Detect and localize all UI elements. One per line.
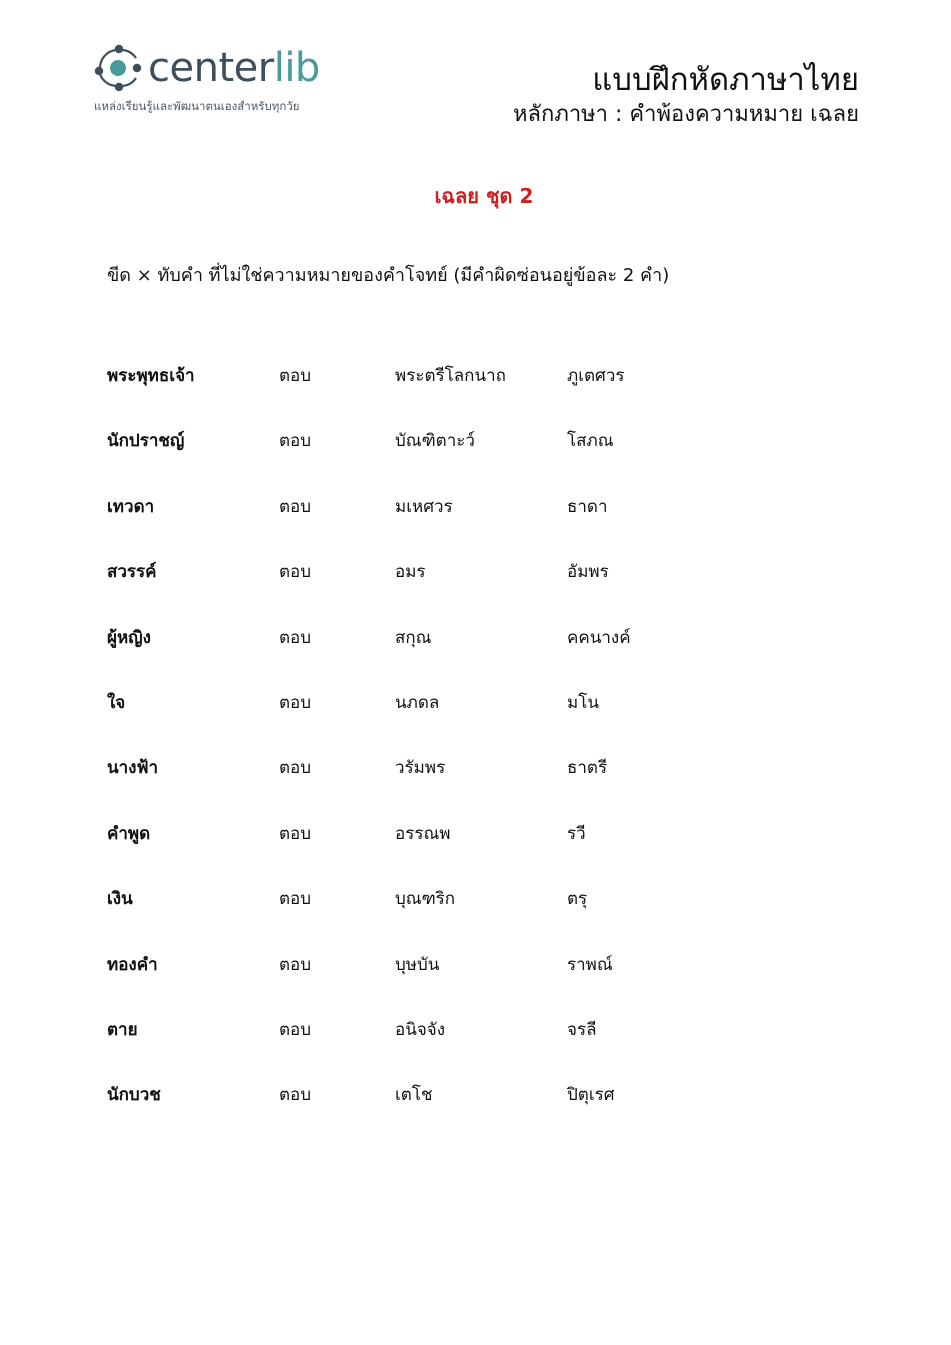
- option-word: เตโช: [395, 1085, 433, 1106]
- molecule-logo-icon: [92, 42, 146, 96]
- brand-name-main: center: [148, 45, 274, 91]
- answer-label: ตอบ: [279, 823, 312, 844]
- answer-label: ตอบ: [279, 562, 312, 583]
- brand-tagline: แหล่งเรียนรู้และพัฒนาตนเองสำหรับทุกวัย: [94, 99, 300, 113]
- answer-label: ตอบ: [279, 889, 312, 910]
- question-word: เงิน: [107, 889, 133, 910]
- exercise-row: [107, 820, 867, 885]
- question-word: พระพุทธเจ้า: [107, 366, 195, 386]
- worksheet-subtitle: หลักภาษา : คำพ้องความหมาย เฉลย: [513, 102, 859, 127]
- exercise-row: [107, 493, 867, 558]
- worksheet-title: แบบฝึกหัดภาษาไทย: [592, 62, 859, 98]
- brand-logo: [92, 42, 342, 117]
- option-word: ราพณ์: [567, 954, 613, 975]
- option-word: มเหศวร: [395, 496, 453, 517]
- question-word: ใจ: [107, 692, 126, 713]
- option-word: รวี: [567, 823, 586, 844]
- option-word: วรัมพร: [395, 758, 446, 779]
- option-word: จรลี: [567, 1019, 597, 1040]
- answer-label: ตอบ: [279, 758, 312, 779]
- answer-set-heading: เฉลย ชุด 2: [434, 184, 534, 208]
- exercise-row: [107, 624, 867, 689]
- answer-label: ตอบ: [279, 366, 312, 386]
- brand-name-accent: lib: [273, 45, 320, 91]
- exercise-row: [107, 427, 867, 492]
- brand-name: [148, 44, 320, 92]
- option-word: บุษบัน: [395, 954, 440, 975]
- exercise-row: [107, 754, 867, 819]
- answer-label: ตอบ: [279, 1019, 312, 1040]
- question-word: คำพูด: [107, 823, 151, 844]
- answer-label: ตอบ: [279, 692, 312, 713]
- question-word: สวรรค์: [107, 562, 157, 583]
- exercise-row: [107, 1016, 867, 1081]
- answer-label: ตอบ: [279, 627, 312, 648]
- option-word: โสภณ: [567, 431, 614, 452]
- exercise-row: [107, 885, 867, 950]
- option-word: อมร: [395, 562, 426, 583]
- exercise-row: [107, 1081, 867, 1146]
- option-word: ธาดา: [567, 496, 608, 517]
- exercise-row: [107, 362, 867, 427]
- question-word: ทองคำ: [107, 954, 158, 975]
- question-word: ตาย: [107, 1019, 138, 1040]
- answer-label: ตอบ: [279, 431, 312, 452]
- exercise-row: [107, 689, 867, 754]
- answer-label: ตอบ: [279, 1085, 312, 1106]
- option-word: คคนางค์: [567, 627, 631, 648]
- question-word: นักบวช: [107, 1085, 161, 1106]
- option-word: พระตรีโลกนาถ: [395, 366, 506, 386]
- option-word: อนิจจัง: [395, 1019, 446, 1040]
- option-word: อรรณพ: [395, 823, 451, 844]
- exercise-row: [107, 558, 867, 623]
- option-word: ภูเตศวร: [567, 366, 625, 386]
- answer-label: ตอบ: [279, 954, 312, 975]
- option-word: นภดล: [395, 692, 440, 713]
- option-word: อัมพร: [567, 562, 609, 583]
- answer-label: ตอบ: [279, 496, 312, 517]
- exercise-list: [107, 362, 867, 1147]
- question-word: นักปราชญ์: [107, 431, 185, 452]
- instruction-text: ขีด × ทับคำ ที่ไม่ใช่ความหมายของคำโจทย์ (มีคำผิดซ่อนอยู่ข้อละ 2 คำ): [107, 265, 670, 286]
- option-word: บัณฑิตาะว์: [395, 431, 475, 452]
- option-word: ธาตรี: [567, 758, 608, 779]
- question-word: ผู้หญิง: [107, 627, 151, 648]
- question-word: เทวดา: [107, 496, 155, 517]
- option-word: ตรุ: [567, 889, 588, 910]
- question-word: นางฟ้า: [107, 758, 159, 779]
- option-word: มโน: [567, 692, 599, 713]
- exercise-row: [107, 951, 867, 1016]
- option-word: สกุณ: [395, 627, 432, 648]
- option-word: บุณฑริก: [395, 889, 456, 910]
- option-word: ปิตุเรศ: [567, 1085, 615, 1106]
